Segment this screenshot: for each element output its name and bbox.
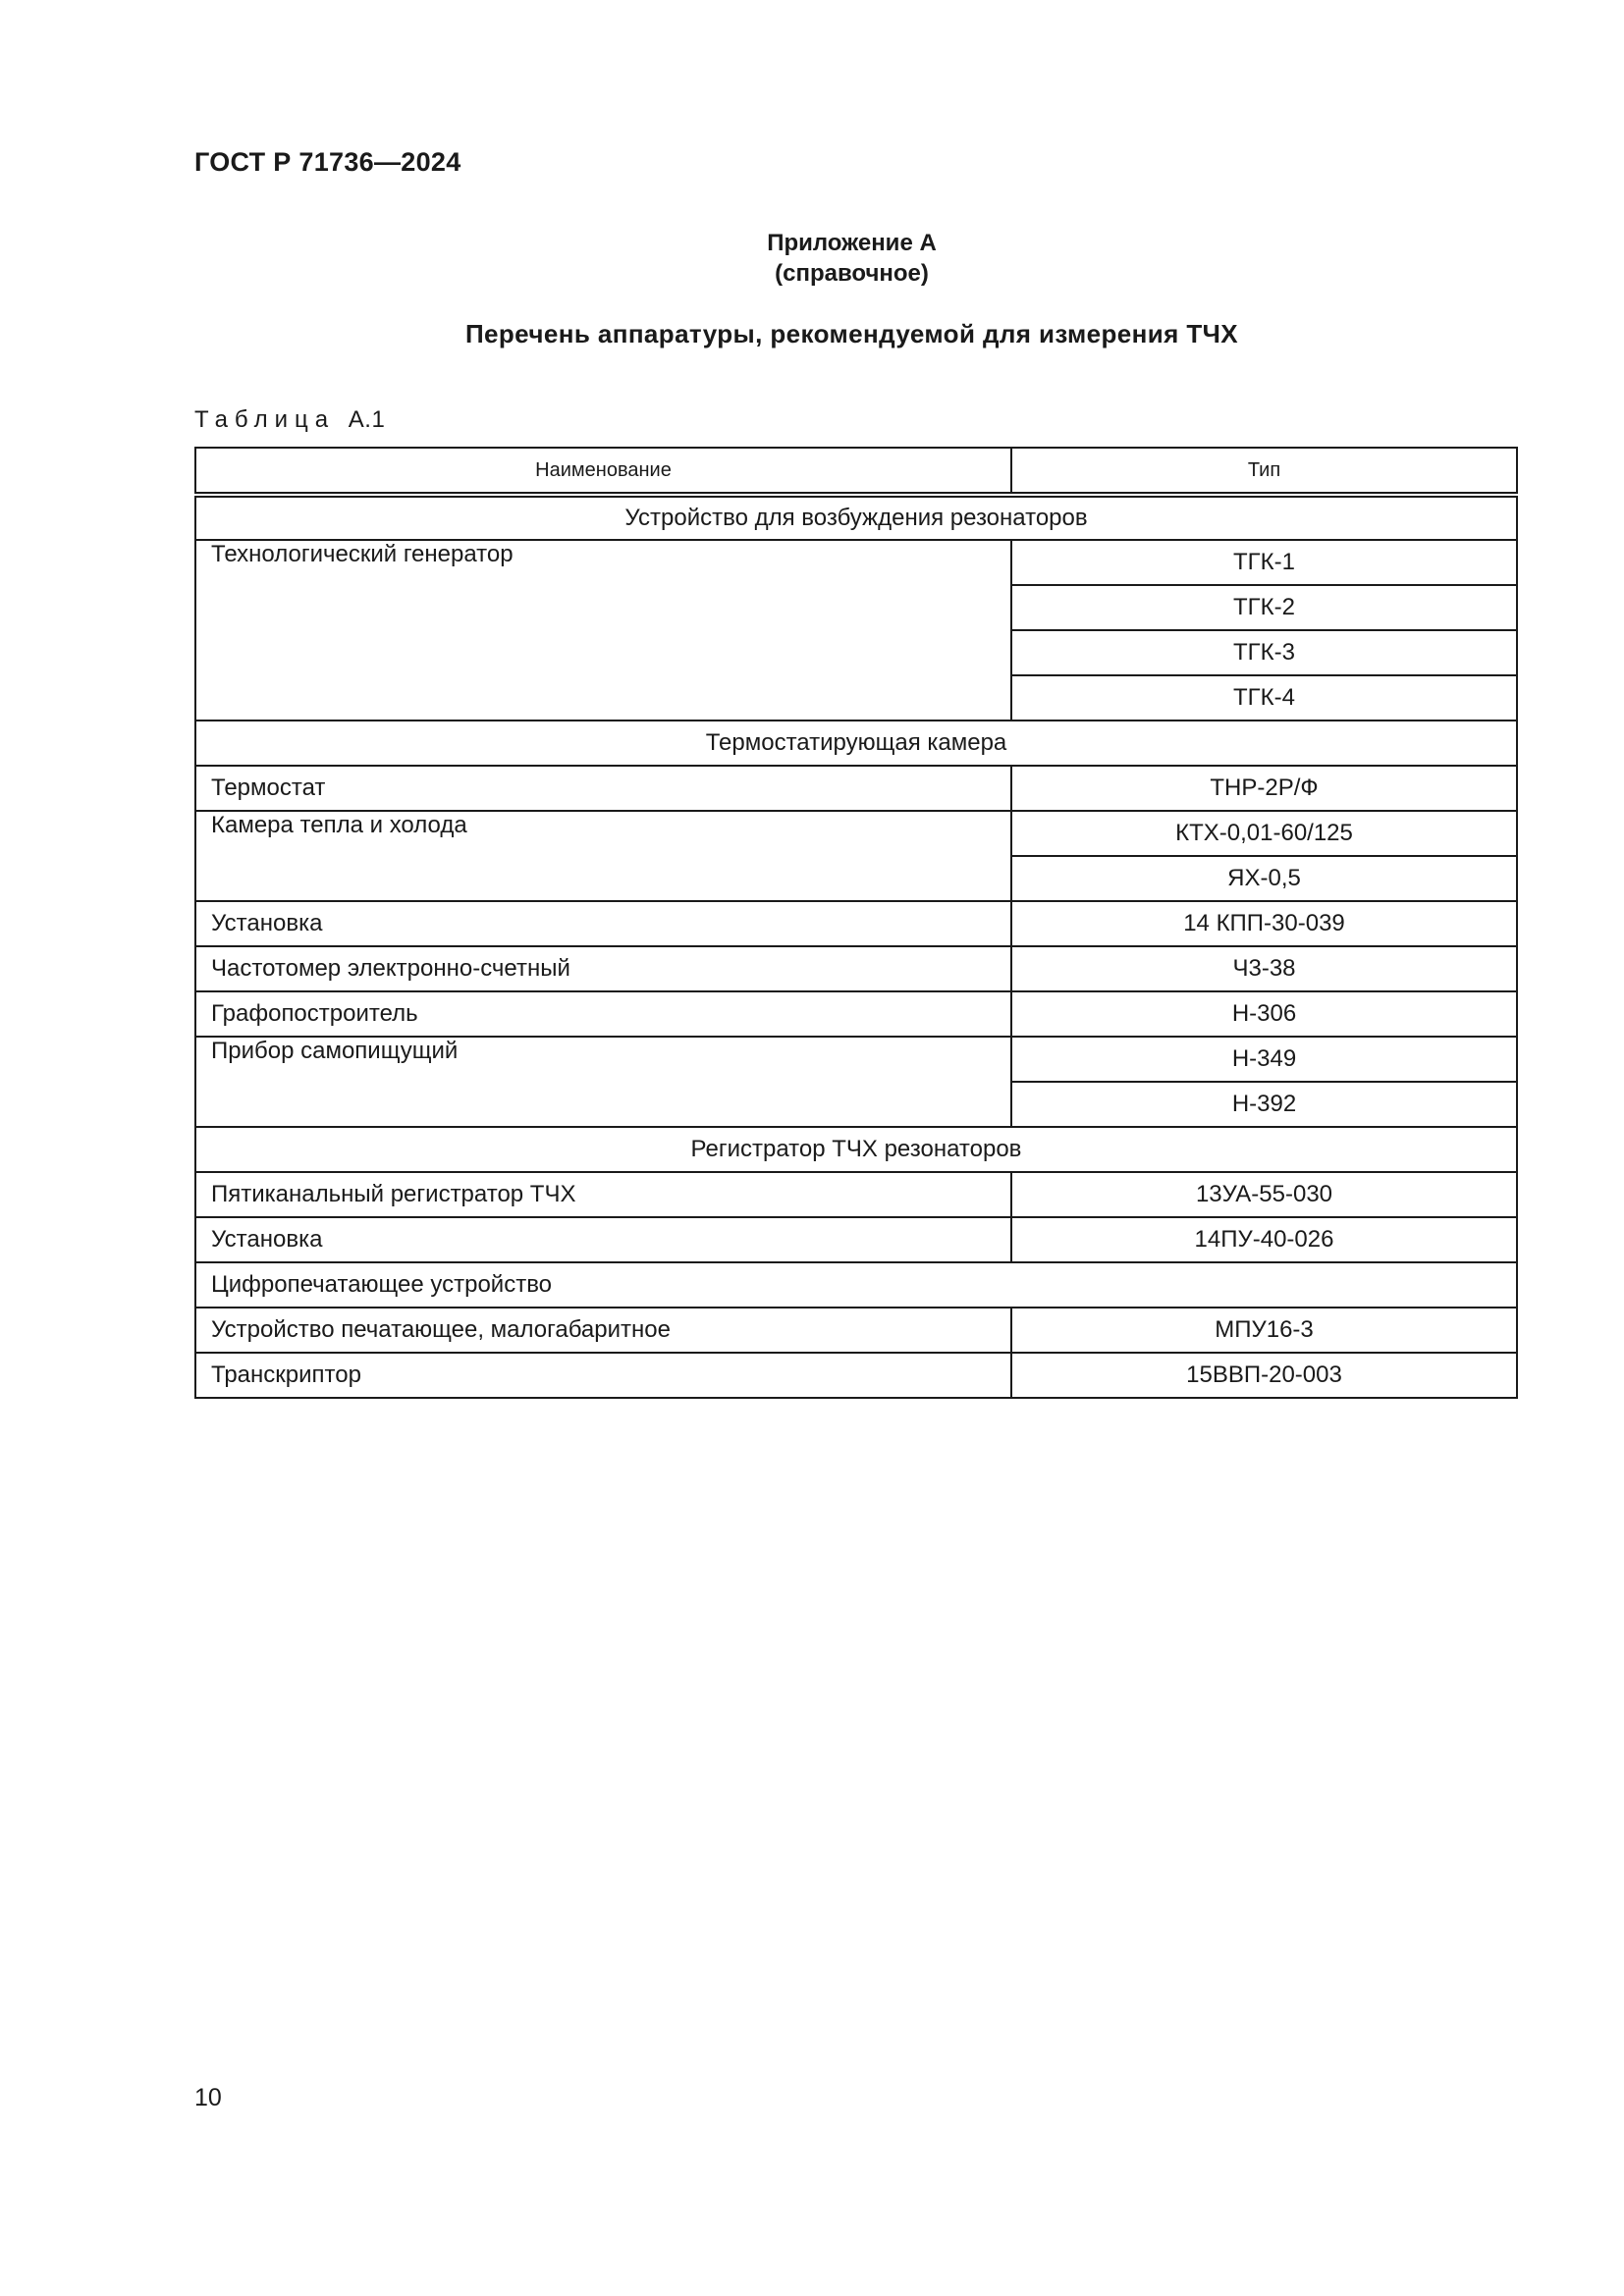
column-header-name: Наименование — [195, 448, 1011, 495]
table-caption-label: Таблица — [194, 406, 336, 433]
equipment-type: ЯХ-0,5 — [1011, 856, 1517, 901]
group-row — [195, 1127, 1517, 1172]
equipment-name: Пятиканальный регистратор ТЧХ — [195, 1172, 1011, 1217]
equipment-name: Прибор самопищущий — [195, 1037, 1011, 1127]
table-row — [195, 1172, 1517, 1217]
equipment-type: ТГК-2 — [1011, 585, 1517, 630]
group-row — [195, 1262, 1517, 1308]
group-title: Устройство для возбуждения резонаторов — [195, 495, 1517, 540]
equipment-name: Устройство печатающее, малогабаритное — [195, 1308, 1011, 1353]
group-row — [195, 495, 1517, 540]
equipment-type: Н-306 — [1011, 991, 1517, 1037]
equipment-type: 13УА-55-030 — [1011, 1172, 1517, 1217]
equipment-type: ТГК-4 — [1011, 675, 1517, 721]
equipment-type: 14ПУ-40-026 — [1011, 1217, 1517, 1262]
table-row — [195, 991, 1517, 1037]
table-caption-number: А.1 — [348, 406, 386, 433]
group-title: Цифропечатающее устройство — [195, 1262, 1517, 1308]
table-row — [195, 901, 1517, 946]
equipment-name: Установка — [195, 901, 1011, 946]
equipment-type: ТНР-2Р/Ф — [1011, 766, 1517, 811]
page-number: 10 — [194, 2084, 222, 2111]
table-caption — [194, 406, 385, 434]
table-row — [195, 811, 1517, 856]
equipment-name: Технологический генератор — [195, 540, 1011, 721]
table-header-row — [195, 448, 1517, 495]
group-row — [195, 721, 1517, 766]
equipment-type: ТГК-1 — [1011, 540, 1517, 585]
equipment-name: Термостат — [195, 766, 1011, 811]
equipment-type: 14 КПП-30-039 — [1011, 901, 1517, 946]
table-row — [195, 766, 1517, 811]
table-row — [195, 946, 1517, 991]
equipment-type: КТХ-0,01-60/125 — [1011, 811, 1517, 856]
equipment-type: ТГК-3 — [1011, 630, 1517, 675]
equipment-type: Н-349 — [1011, 1037, 1517, 1082]
appendix-heading — [0, 228, 1624, 289]
appendix-subtitle: (справочное) — [775, 260, 929, 287]
document-code: ГОСТ Р 71736—2024 — [194, 147, 461, 177]
equipment-type: МПУ16-3 — [1011, 1308, 1517, 1353]
column-header-type: Тип — [1011, 448, 1517, 495]
equipment-type: 15ВВП-20-003 — [1011, 1353, 1517, 1398]
group-title: Регистратор ТЧХ резонаторов — [195, 1127, 1517, 1172]
table-row — [195, 540, 1517, 585]
table-row — [195, 1217, 1517, 1262]
equipment-name: Установка — [195, 1217, 1011, 1262]
equipment-name: Графопостроитель — [195, 991, 1011, 1037]
equipment-type: Н-392 — [1011, 1082, 1517, 1127]
equipment-name: Частотомер электронно-счетный — [195, 946, 1011, 991]
table-row — [195, 1037, 1517, 1082]
table-row — [195, 1353, 1517, 1398]
table-row — [195, 1308, 1517, 1353]
group-title: Термостатирующая камера — [195, 721, 1517, 766]
equipment-type: Ч3-38 — [1011, 946, 1517, 991]
appendix-title: Приложение А — [767, 230, 937, 256]
equipment-table — [194, 447, 1518, 1399]
equipment-name: Транскриптор — [195, 1353, 1011, 1398]
equipment-name: Камера тепла и холода — [195, 811, 1011, 901]
section-title: Перечень аппаратуры, рекомендуемой для измерения ТЧХ — [464, 319, 1239, 348]
